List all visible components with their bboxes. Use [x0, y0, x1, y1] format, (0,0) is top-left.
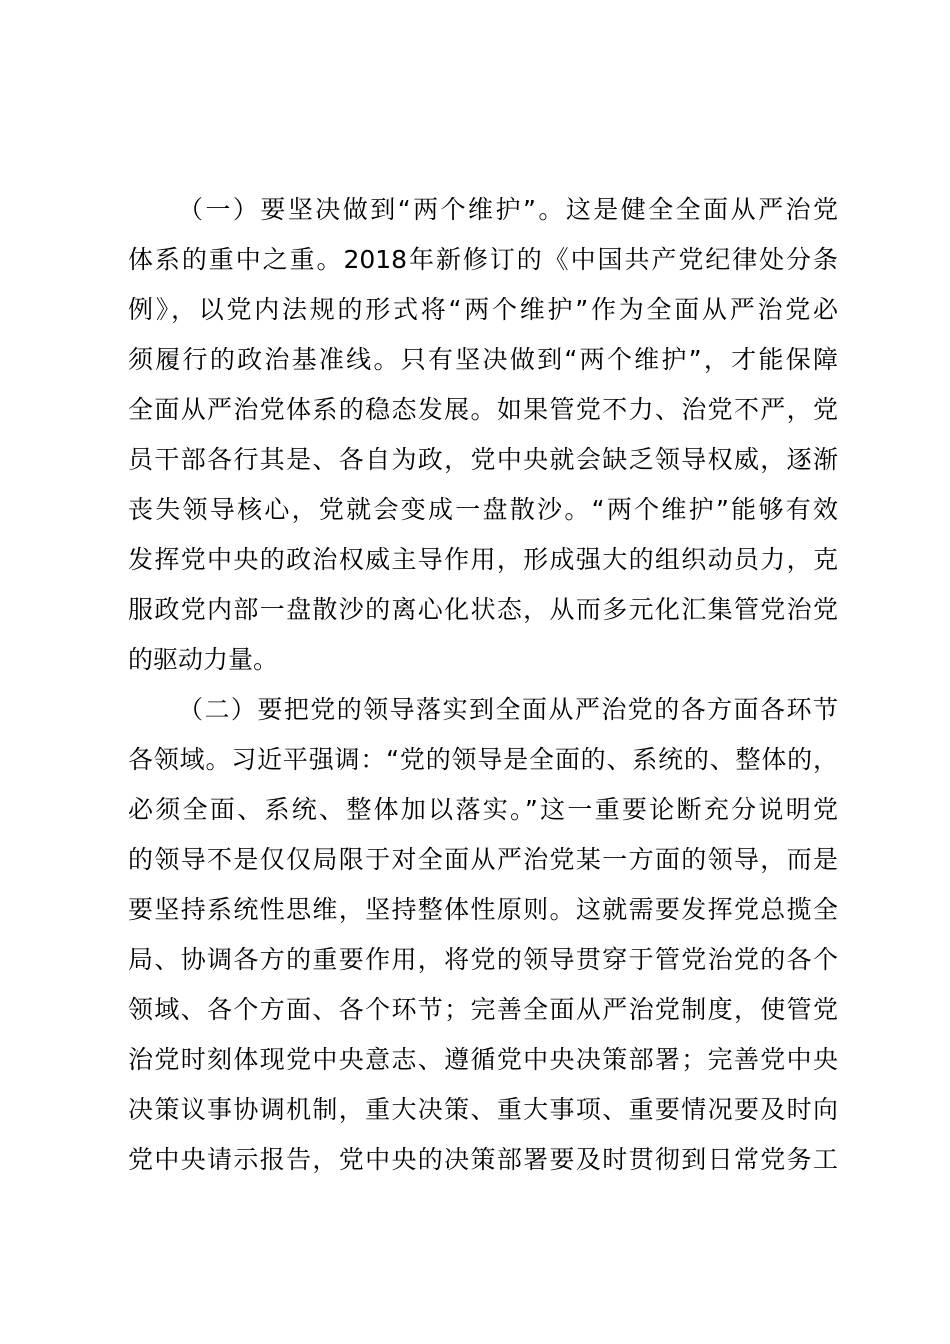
paragraph-line: 党中央请示报告，党中央的决策部署要及时贯彻到日常党务工	[128, 1145, 838, 1174]
paragraph-line: 丧失领导核心，党就会变成一盘散沙。“两个维护”能够有效	[128, 495, 838, 524]
paragraph-line: 的驱动力量。	[128, 645, 279, 674]
paragraph-line: 体系的重中之重。2018年新修订的《中国共产党纪律处分条	[128, 245, 838, 274]
paragraph-line: 治党时刻体现党中央意志、遵循党中央决策部署；完善党中央	[128, 1045, 838, 1074]
document-body	[128, 185, 838, 1185]
paragraph-line: 局、协调各方的重要作用，将党的领导贯穿于管党治党的各个	[128, 945, 838, 974]
paragraph-line: 各领域。习近平强调：“党的领导是全面的、系统的、整体的，	[128, 745, 838, 774]
paragraph-line: 须履行的政治基准线。只有坚决做到“两个维护”，才能保障	[128, 345, 838, 374]
paragraph-line: 服政党内部一盘散沙的离心化状态，从而多元化汇集管党治党	[128, 595, 838, 624]
paragraph-line: 例》，以党内法规的形式将“两个维护”作为全面从严治党必	[128, 295, 838, 324]
paragraph-line: 必须全面、系统、整体加以落实。”这一重要论断充分说明党	[128, 795, 838, 824]
paragraph-line: 领域、各个方面、各个环节；完善全面从严治党制度，使管党	[128, 995, 838, 1024]
paragraph-line: 的领导不是仅仅局限于对全面从严治党某一方面的领导，而是	[128, 845, 838, 874]
paragraph-line: 员干部各行其是、各自为政，党中央就会缺乏领导权威，逐渐	[128, 445, 838, 474]
paragraph-line: 要坚持系统性思维，坚持整体性原则。这就需要发挥党总揽全	[128, 895, 838, 924]
paragraph-line: （一）要坚决做到“两个维护”。这是健全全面从严治党	[178, 195, 838, 224]
paragraph-line: 决策议事协调机制，重大决策、重大事项、重要情况要及时向	[128, 1095, 838, 1124]
paragraph-line: （二）要把党的领导落实到全面从严治党的各方面各环节	[178, 695, 838, 724]
paragraph-line: 全面从严治党体系的稳态发展。如果管党不力、治党不严，党	[128, 395, 838, 424]
paragraph-2	[128, 685, 838, 1185]
paragraph-1	[128, 185, 838, 685]
paragraph-line: 发挥党中央的政治权威主导作用，形成强大的组织动员力，克	[128, 545, 838, 574]
